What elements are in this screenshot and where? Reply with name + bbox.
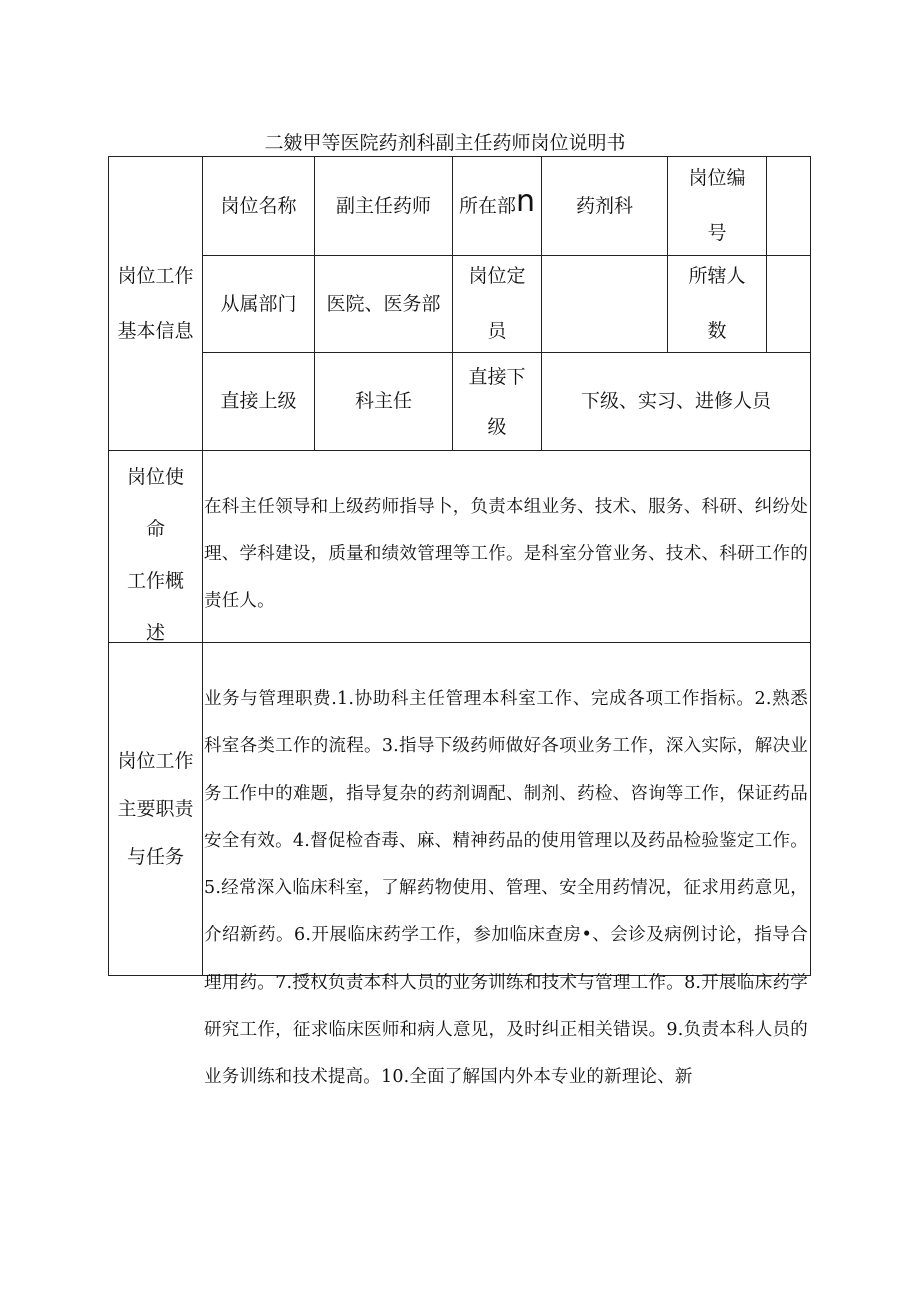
post-no-label: 岗位编 号: [688, 167, 746, 244]
basic-info-label-line1: 岗位工作: [117, 264, 194, 287]
duties-text: 业务与管理职费.1.协助科主任管理本科室工作、完成各项工作指标。2.熟悉科室各类工作的流程。3.指导下级药师做好各项业务工作，深入实际，解决业务工作中的难题，指导复杂的药剂调配、制剂、药检、咨询等工作，保证药品安全有效。4.督促检杳毒、麻、精神药品的使用管理以及药品检验鉴定工作。5.经常深入临床科室，了解药物使用、管理、安全用药情况，征求用药意见，介绍新药。6.开展临床药学工作，参加临床查房•、会诊及病例讨论，指导合理用药。7.授权负责本科人员的业务训练和技术与管理工作。8.开展临床药学研究工作，征求临床医师和病人意见，及时纠正相关错误。9.负责本科人员的业务训练和技术提高。10.全面了解国内外本专业的新理论、新: [204, 689, 808, 1088]
subordinates-label: 所辖人 数: [688, 265, 746, 342]
post-name-value: 副主任药师: [335, 194, 431, 217]
affiliated-label: 从属部门: [220, 292, 297, 315]
superior-value: 科主任: [354, 390, 412, 412]
mission-text: 在科主任领导和上级药师指导卜，负责本组业务、技术、服务、科研、纠纷处理、学科建设，质量和绩效管理等工作。是科室分管业务、技术、科研工作的责任人。: [204, 497, 808, 611]
superior-label: 直接上级: [220, 390, 297, 412]
mission-section-label: 岗位使 命 工作概 述: [126, 466, 184, 644]
dept-label-tail: n: [516, 184, 536, 219]
post-name-label: 岗位名称: [220, 194, 297, 217]
post-no-value: [767, 157, 810, 255]
basic-info-section-label: [109, 157, 202, 450]
basic-info-label-line2: 基本信息: [117, 319, 194, 342]
direct-sub-label: 直接下 级: [468, 365, 526, 438]
quota-value: [542, 256, 667, 352]
affiliated-value: 医院、医务部: [326, 292, 441, 315]
document-title: 二皴甲等医院药剂科副主任药师岗位说明书: [264, 132, 626, 154]
dept-label: 所在部 n: [458, 184, 536, 219]
dept-value: 药剂科: [575, 194, 633, 217]
quota-label: 岗位定 员: [468, 265, 526, 342]
duties-section-label: 岗位工作 主要职责 与任务: [117, 750, 194, 868]
direct-sub-value: 下级、实习、进修人员: [580, 390, 771, 412]
subordinates-value: [767, 256, 810, 352]
